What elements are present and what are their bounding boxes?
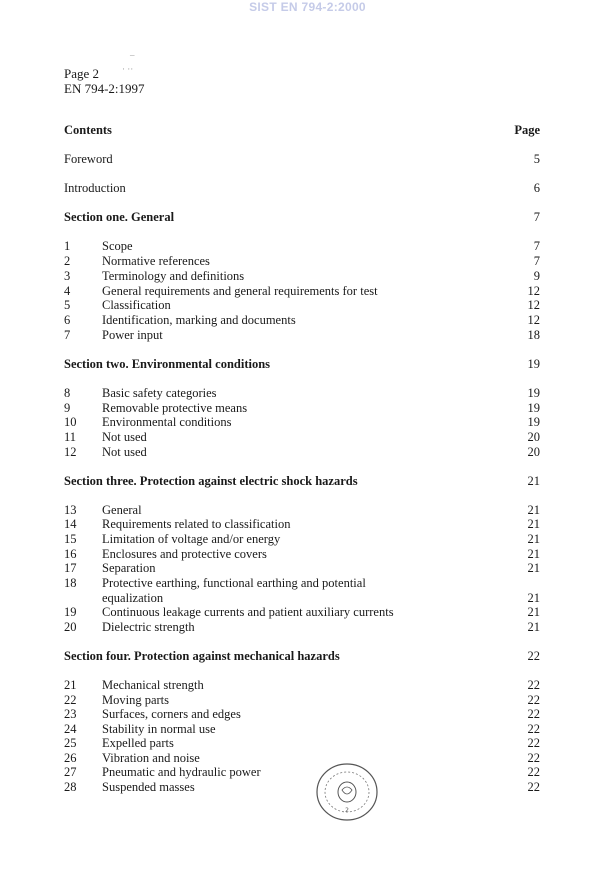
toc-page-number: 22 [527,649,540,663]
margin-mark: · ·· [122,64,134,74]
toc-page-number: 7 [533,254,540,268]
toc-page-number: 22 [527,780,540,794]
toc-page-number: 9 [533,269,540,283]
toc-page-number: 20 [527,430,540,444]
toc-section-heading: Section four. Protection against mechanical hazards [64,649,340,663]
toc-page-number: 21 [527,591,540,605]
margin-mark: – [130,50,135,60]
toc-item-title: Suspended masses [102,780,195,794]
toc-page-number: 12 [527,298,540,312]
toc-item-title: Dielectric strength [102,620,195,634]
toc-page-number: 7 [533,239,540,253]
toc-item-title: Environmental conditions [102,415,232,429]
toc-item-number: 13 [64,503,77,517]
toc-item-title: equalization [102,591,164,605]
contents-title: Contents [64,123,112,137]
toc-page-number: 22 [527,707,540,721]
toc-item-title: Protective earthing, functional earthing and potential [102,576,366,590]
toc-page-number: 21 [527,620,540,634]
toc-page-number: 19 [527,401,540,415]
toc-item-number: 8 [64,386,71,400]
toc-page-number: 21 [527,547,540,561]
toc-item-number: 28 [64,780,77,794]
toc-item-title: Normative references [102,254,210,268]
watermark: SIST EN 794-2:2000 [249,0,366,14]
toc-item-number: 14 [64,517,77,531]
toc-item-number: 2 [64,254,71,268]
toc-item-number: 19 [64,605,77,619]
toc-item-number: 24 [64,722,77,736]
toc-section-heading: Section one. General [64,210,175,224]
page-label: Page 2 [64,66,100,81]
toc-page-number: 18 [527,328,540,342]
toc-item-title: Power input [102,328,163,342]
toc-item-title: General [102,503,142,517]
toc-page-number: 21 [527,503,540,517]
toc-page-number: 20 [527,445,540,459]
toc-item-title: Separation [102,561,156,575]
toc-item-number: 23 [64,707,77,721]
toc-page-number: 21 [527,474,540,488]
toc-item-number: 5 [64,298,71,312]
toc-item-number: 18 [64,576,77,590]
toc-item-number: 16 [64,547,77,561]
toc-item-number: 4 [64,284,71,298]
toc-item-number: 25 [64,736,77,750]
official-seal-icon [315,762,379,822]
document-id: EN 794-2:1997 [64,81,145,96]
toc-item-number: 11 [64,430,77,444]
toc-page-number: 12 [527,313,540,327]
toc-page-number: 21 [527,605,540,619]
toc-entry-title: Introduction [64,181,126,195]
toc-page-number: 22 [527,765,540,779]
toc-entry-title: Foreword [64,152,113,166]
toc-item-title: Continuous leakage currents and patient auxiliary currents [102,605,394,619]
toc-page-number: 5 [533,152,540,166]
toc-item-title: Classification [102,298,171,312]
toc-item-title: Basic safety categories [102,386,217,400]
toc-page-number: 22 [527,722,540,736]
toc-item-title: Limitation of voltage and/or energy [102,532,281,546]
toc-item-title: Not used [102,430,147,444]
toc-item-number: 7 [64,328,71,342]
toc-item-title: Terminology and definitions [102,269,245,283]
toc-item-title: Pneumatic and hydraulic power [102,765,261,779]
toc-item-number: 10 [64,415,77,429]
toc-item-title: Enclosures and protective covers [102,547,267,561]
toc-item-number: 3 [64,269,71,283]
toc-page-number: 6 [533,181,540,195]
toc-item-number: 20 [64,620,77,634]
toc-item-title: Removable protective means [102,401,248,415]
toc-item-number: 15 [64,532,77,546]
toc-section-heading: Section three. Protection against electric shock hazards [64,474,358,488]
toc-item-number: 1 [64,239,71,253]
toc-item-title: Not used [102,445,147,459]
toc-section-heading: Section two. Environmental conditions [64,357,271,371]
toc-page-number: 22 [527,678,540,692]
toc-item-title: Scope [102,239,133,253]
toc-page-number: 22 [527,693,540,707]
svg-text:2: 2 [345,807,349,814]
toc-item-title: Requirements related to classification [102,517,291,531]
toc-page-number: 19 [527,357,540,371]
toc-item-number: 17 [64,561,77,575]
toc-item-number: 26 [64,751,77,765]
toc-page-number: 12 [527,284,540,298]
toc-item-title: Moving parts [102,693,170,707]
toc-item-title: Vibration and noise [102,751,200,765]
toc-page-number: 21 [527,532,540,546]
toc-item-number: 21 [64,678,77,692]
toc-page-number: 19 [527,415,540,429]
toc-item-number: 9 [64,401,71,415]
toc-page-number: 21 [527,561,540,575]
toc-item-title: Mechanical strength [102,678,204,692]
toc-item-title: Stability in normal use [102,722,216,736]
toc-page-number: 22 [527,751,540,765]
toc-item-title: Expelled parts [102,736,174,750]
toc-item-number: 27 [64,765,77,779]
page-header [64,66,145,96]
toc-page-number: 22 [527,736,540,750]
toc-page-number: 19 [527,386,540,400]
toc-item-number: 6 [64,313,71,327]
toc-item-number: 22 [64,693,77,707]
toc-item-title: Identification, marking and documents [102,313,296,327]
toc-item-title: General requirements and general requirements for test [102,284,378,298]
toc-page-number: 7 [533,210,540,224]
toc-item-title: Surfaces, corners and edges [102,707,241,721]
toc-item-number: 12 [64,445,77,459]
page-column-heading: Page [514,123,540,137]
toc-page-number: 21 [527,517,540,531]
